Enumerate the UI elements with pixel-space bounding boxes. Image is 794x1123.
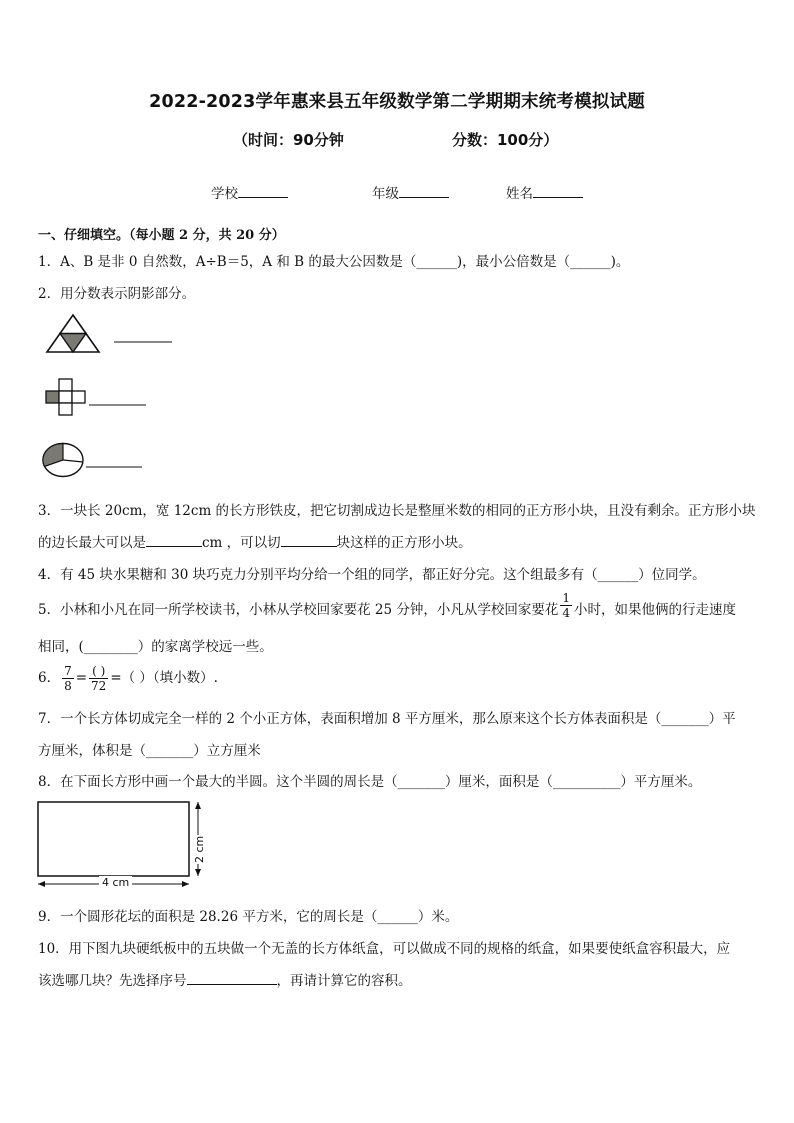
question-1: 1．A、B 是非 0 自然数，A÷B＝5，A 和 B 的最大公因数是（______)，最小公倍数是（______)。 xyxy=(38,254,630,270)
question-7-line-1: 7．一个长方体切成完全一样的 2 个小正方体，表面积增加 8 平方厘米，那么原来这个长方体表面积是（_______）平 xyxy=(38,711,736,727)
square-count-blank[interactable] xyxy=(281,545,337,547)
section-title: 一、仔细填空。（每小题 2 分，共 20 分） xyxy=(38,228,285,243)
question-4: 4．有 45 块水果糖和 30 块巧克力分别平均分给一个组的同学，都正好分完。这个组最多有（______）位同学。 xyxy=(38,567,706,583)
question-9: 9．一个圆形花坛的面积是 28.26 平方米，它的周长是（______）米。 xyxy=(38,909,459,925)
school-blank[interactable] xyxy=(238,196,288,198)
cross-answer-line[interactable] xyxy=(89,404,146,406)
question-10-line-2 xyxy=(38,969,412,989)
question-3-text-a: 的边长最大可以是 xyxy=(38,535,146,551)
question-10-text-b: ，再请计算它的容积。 xyxy=(276,973,412,989)
question-2: 2．用分数表示阴影部分。 xyxy=(38,286,196,302)
square-side-blank[interactable] xyxy=(146,545,202,547)
equals-sign: = xyxy=(75,670,88,686)
question-8: 8．在下面长方形中画一个最大的半圆。这个半圆的周长是（_______）厘米，面积是（__________）平方厘米。 xyxy=(38,774,702,790)
question-3-line-2 xyxy=(38,531,472,551)
school-label: 学校 xyxy=(211,186,238,202)
fraction-numerator: 7 xyxy=(64,664,72,678)
question-6-prefix: 6． xyxy=(38,670,61,686)
circle-answer-line[interactable] xyxy=(86,466,142,468)
triangle-figure xyxy=(46,314,100,354)
sequence-number-blank[interactable] xyxy=(187,983,277,985)
name-field xyxy=(506,182,583,202)
fraction-seven-eighths xyxy=(62,664,74,693)
height-label-wrap xyxy=(189,828,209,868)
name-label: 姓名 xyxy=(506,186,533,202)
grade-field xyxy=(372,182,449,202)
width-label: 4 cm xyxy=(99,876,132,889)
question-6-rest: =（ ）（填小数）. xyxy=(110,670,218,686)
fraction-numerator: 1 xyxy=(562,591,570,605)
fraction-denominator: 4 xyxy=(562,606,570,620)
circle-figure xyxy=(41,442,85,478)
question-5-line-2: 相同，(________）的家离学校远一些。 xyxy=(38,639,273,655)
triangle-answer-line[interactable] xyxy=(114,341,172,343)
question-10-text-a: 该选哪几块？先选择序号 xyxy=(38,973,187,989)
quarter-hour-fraction xyxy=(560,591,572,620)
page-title: 2022-2023学年惠来县五年级数学第二学期期末统考模拟试题 xyxy=(149,92,645,112)
question-6 xyxy=(38,664,218,693)
grade-blank[interactable] xyxy=(399,196,449,198)
cross-figure xyxy=(45,378,89,416)
grade-label: 年级 xyxy=(372,186,399,202)
fraction-blank-over-72 xyxy=(89,664,108,693)
question-10-line-1: 10．用下图九块硬纸板中的五块做一个无盖的长方体纸盒，可以做成不同的规格的纸盒，如果要使纸盒容积最大，应 xyxy=(38,941,731,957)
question-5-text-a: 5．小林和小凡在同一所学校读书，小林从学校回家要花 25 分钟，小凡从学校回家要花 xyxy=(38,602,559,618)
school-field xyxy=(211,182,288,202)
question-3-text-c: 块这样的正方形小块。 xyxy=(336,535,472,551)
fraction-denominator: 8 xyxy=(64,679,72,693)
height-label: 2 cm xyxy=(193,835,206,863)
exam-time: （时间：90分钟 xyxy=(233,131,344,149)
question-5-line-1 xyxy=(38,591,736,620)
exam-score: 分数：100分） xyxy=(452,131,559,149)
fraction-numerator-blank[interactable]: ( ) xyxy=(89,664,108,679)
name-blank[interactable] xyxy=(533,196,583,198)
question-5-text-b: 小时，如果他俩的行走速度 xyxy=(574,602,736,618)
question-3-line-1: 3．一块长 20cm，宽 12cm 的长方形铁皮，把它切割成边长是整厘米数的相同的正方形小块，且没有剩余。正方形小块 xyxy=(38,503,756,519)
fraction-denominator: 72 xyxy=(91,679,107,693)
question-3-text-b: cm ，可以切 xyxy=(202,535,281,551)
question-7-line-2: 方厘米，体积是（_______）立方厘米 xyxy=(38,743,261,759)
